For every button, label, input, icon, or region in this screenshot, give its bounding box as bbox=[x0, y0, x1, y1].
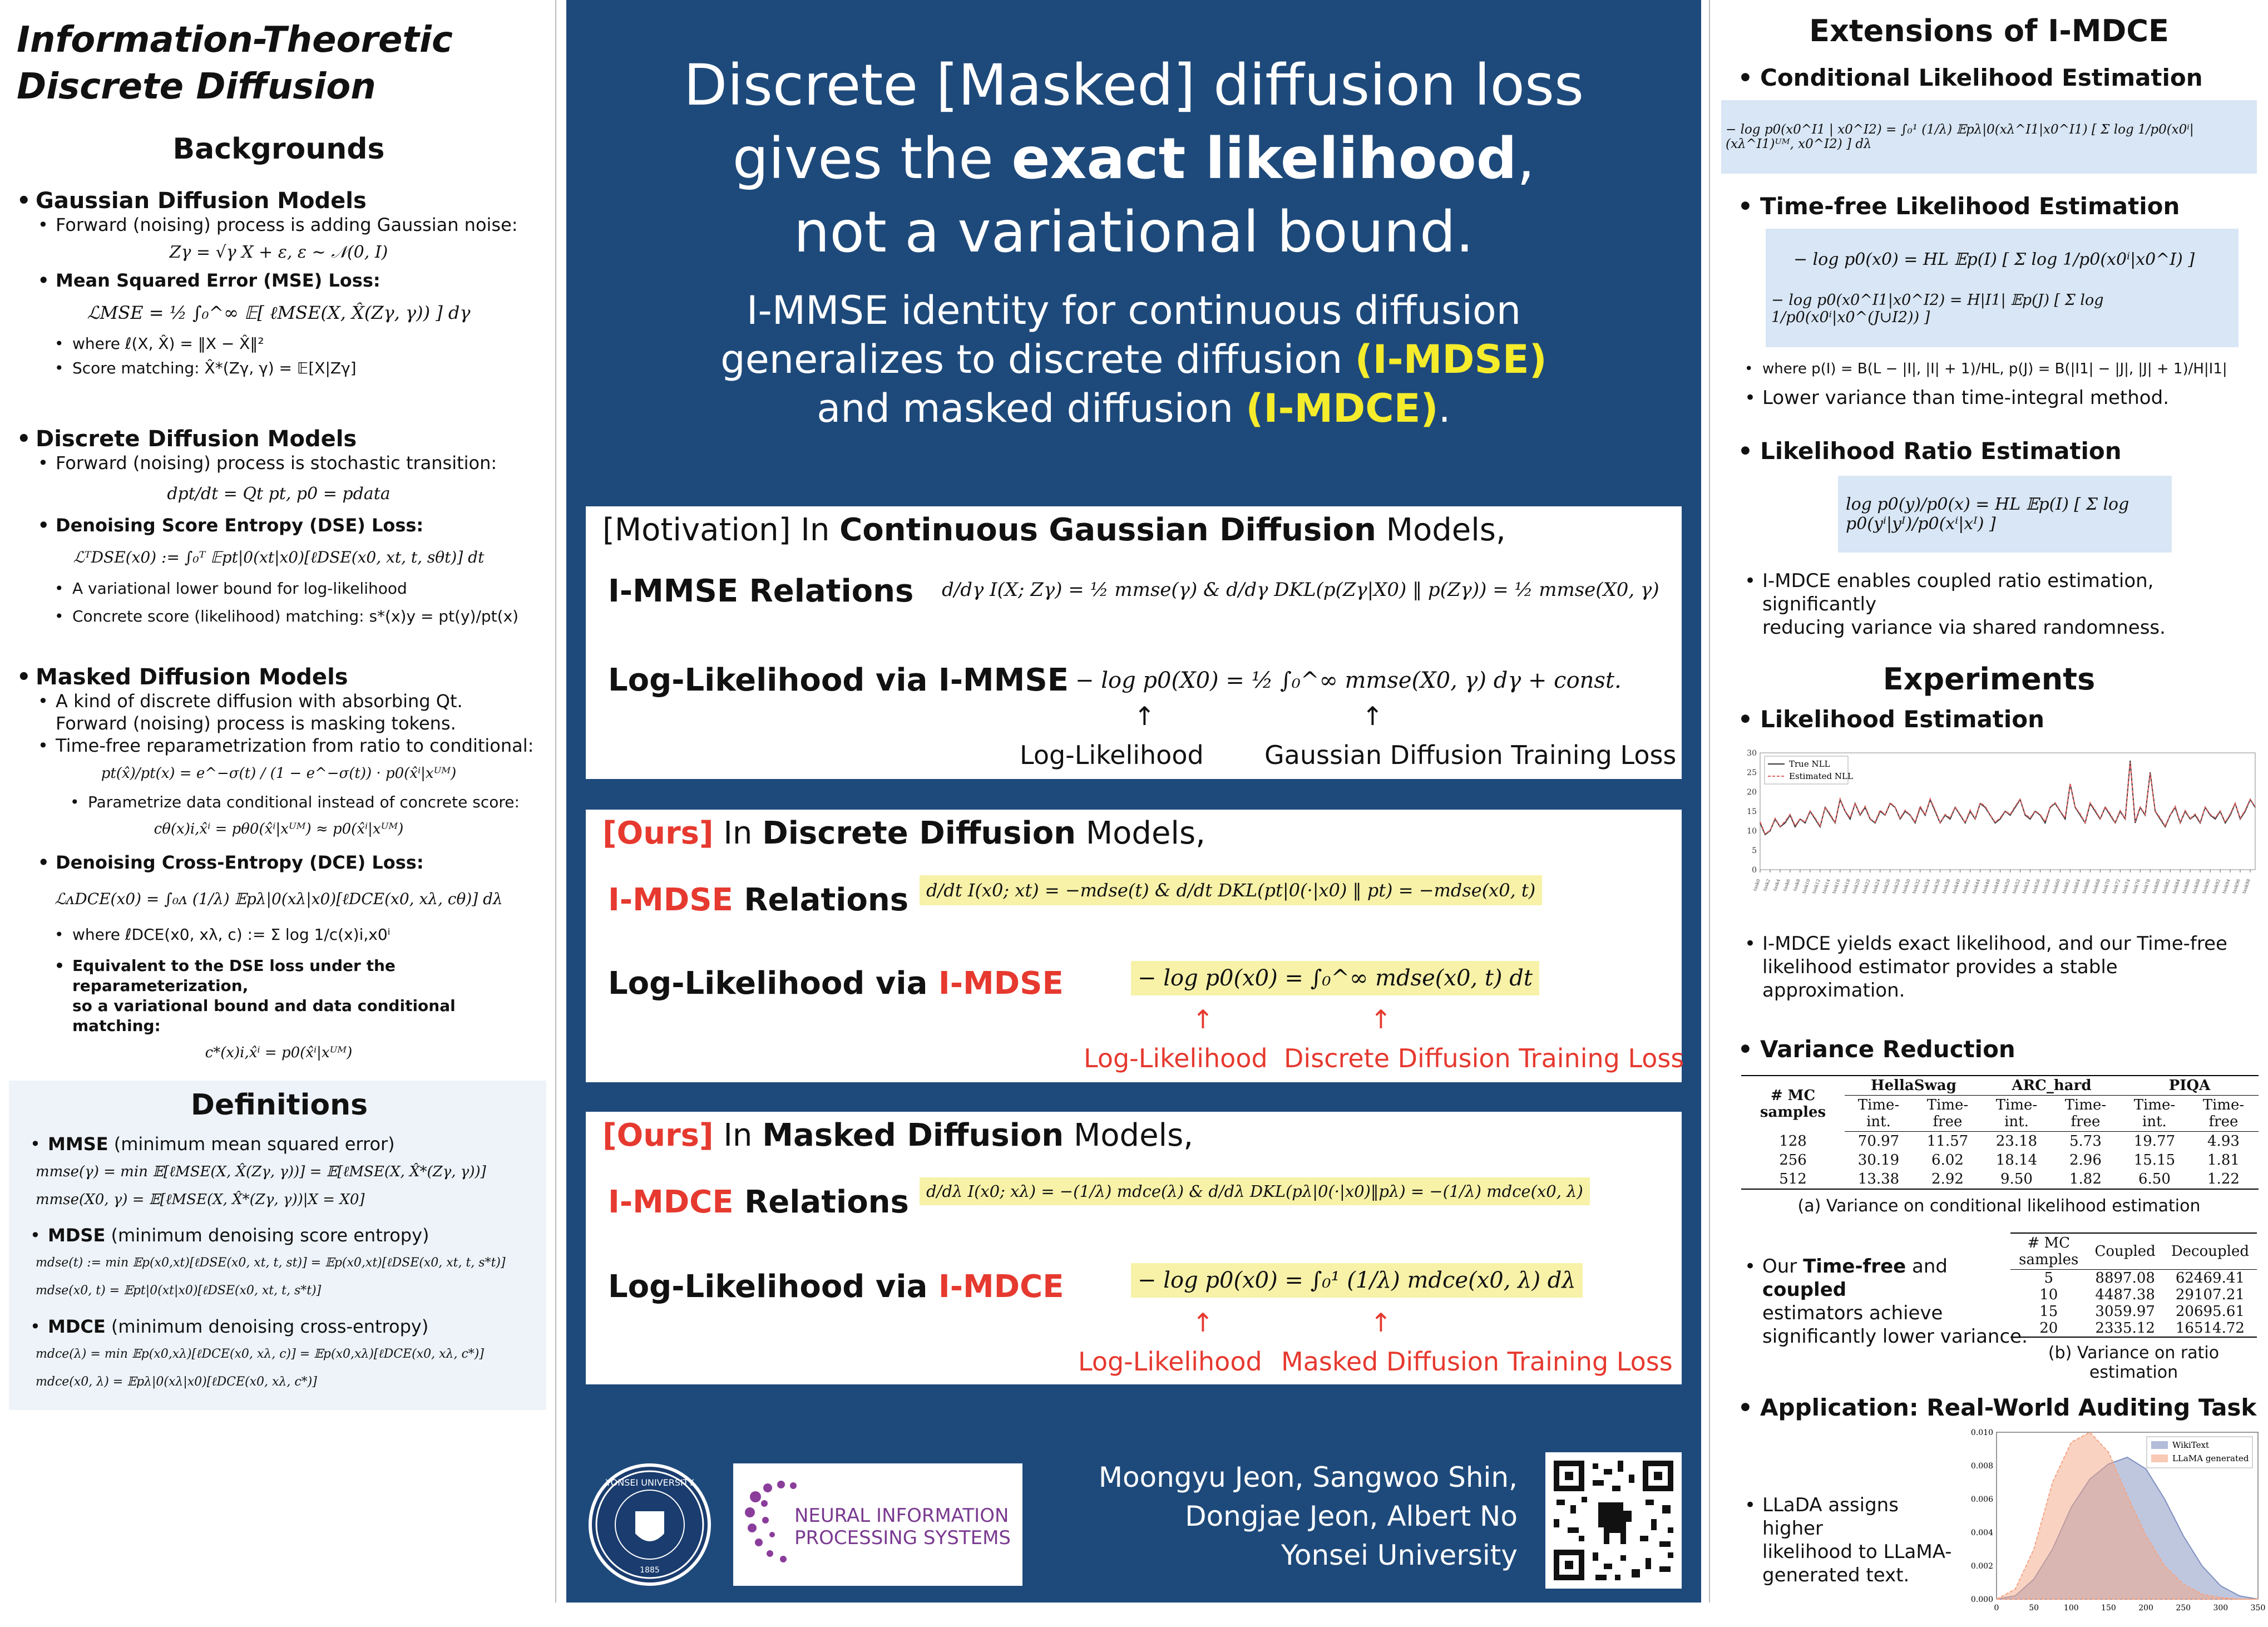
y-tick-label: 30 bbox=[1747, 749, 1757, 758]
masked-box bbox=[586, 1112, 1682, 1384]
table-cell: 15 bbox=[2039, 1303, 2058, 1320]
timefree-eq-2: − log p0(x0^I1|x0^I2) = H|I1| 𝔼p(J) [ Σ log 1/p0(x0ⁱ|x0^(J∪I2)) ] bbox=[1771, 292, 2104, 326]
ratio-heading: • Likelihood Ratio Estimation bbox=[1738, 437, 2122, 465]
table-b-header: Coupled bbox=[2087, 1233, 2163, 1270]
x-tick-label: task50 bbox=[2001, 878, 2012, 895]
table-cell: 5 bbox=[2044, 1270, 2054, 1286]
i-mmse-relations-label: I-MMSE Relations bbox=[608, 573, 914, 609]
table-cell: 1.81 bbox=[2207, 1152, 2240, 1169]
y-tick-label: 0.002 bbox=[1970, 1562, 1993, 1571]
legend-label: WikiText bbox=[2172, 1440, 2210, 1450]
x-tick-label: task84 bbox=[2171, 878, 2182, 895]
table-row bbox=[2010, 1320, 2257, 1337]
x-tick-label: task26 bbox=[1881, 878, 1891, 895]
table-a-subheader: Time-int. bbox=[2121, 1096, 2188, 1132]
x-tick-label: 250 bbox=[2176, 1604, 2191, 1613]
affiliation: Yonsei University bbox=[1281, 1539, 1518, 1571]
equiv-eq: c*(x)i,x̂ⁱ = p0(x̂ⁱ|xᵁᴹ) bbox=[205, 1044, 353, 1061]
yonsei-logo-year: 1885 bbox=[640, 1566, 660, 1575]
y-tick-label: 0.000 bbox=[1970, 1595, 1993, 1604]
timefree-heading: • Time-free Likelihood Estimation bbox=[1738, 193, 2180, 220]
training-loss-annotation: Discrete Diffusion Training Loss bbox=[1284, 1043, 1684, 1073]
y-tick-label: 0.010 bbox=[1970, 1428, 1993, 1437]
masked-kind: • A kind of discrete diffusion with absorbing Qt. Forward (noising) process is masking tokens. bbox=[56, 690, 541, 734]
x-tick-label: task58 bbox=[2041, 878, 2052, 895]
x-tick-label: task6 bbox=[1782, 878, 1791, 892]
y-tick-label: 20 bbox=[1747, 788, 1757, 797]
x-tick-label: task36 bbox=[1931, 878, 1941, 895]
table-cell: 19.77 bbox=[2133, 1133, 2176, 1150]
table-cell: 70.97 bbox=[1857, 1133, 1900, 1150]
i-mdce-relations-eq: d/dλ I(x0; xλ) = −(1/λ) mdce(λ) & d/dλ DKL(pλ|0(·|x0)‖pλ) = −(1/λ) mdce(x0, λ) bbox=[920, 1177, 1590, 1205]
arrow-up-icon: ↑ bbox=[1192, 1004, 1214, 1034]
authors-block bbox=[1099, 1458, 1518, 1575]
training-loss-annotation: Masked Diffusion Training Loss bbox=[1281, 1347, 1673, 1377]
discrete-box-heading: [Ours] In Discrete Diffusion Models, bbox=[602, 815, 1205, 851]
poster-title bbox=[17, 17, 541, 110]
mmse-eq-2: mmse(X0, γ) = 𝔼[ℓMSE(X, X̂*(Zγ, γ))|X = X0] bbox=[36, 1191, 365, 1208]
table-cell: 1.82 bbox=[2069, 1171, 2102, 1187]
conditional-eq: − log p0(x0^I1 | x0^I2) = ∫₀¹ (1/λ) 𝔼pλ|0(xλ^I1|x0^I1) [ Σ log 1/p0(x0ⁱ|(xλ^I1)ᵁᴹ, x0^I2) ] dλ bbox=[1721, 100, 2257, 174]
x-tick-label: task22 bbox=[1861, 878, 1871, 895]
gaussian-forward: • Forward (noising) process is adding Gaussian noise: bbox=[56, 214, 541, 236]
definitions-heading: Definitions bbox=[190, 1088, 368, 1122]
table-cell: 15.15 bbox=[2133, 1152, 2176, 1169]
table-row bbox=[1741, 1170, 2259, 1189]
mmse-def: • MMSE (minimum mean squared error) bbox=[48, 1133, 536, 1155]
table-cell: 128 bbox=[1779, 1132, 1807, 1150]
qr-code-pattern bbox=[1545, 1452, 1682, 1589]
table-b-header: # MC samples bbox=[2010, 1233, 2087, 1270]
headline-line-2: gives the exact likelihood, bbox=[732, 126, 1535, 192]
x-tick-label: task68 bbox=[2091, 878, 2102, 895]
yonsei-seal-icon bbox=[592, 1467, 708, 1582]
x-tick-label: task40 bbox=[1951, 878, 1961, 895]
table-cell: 9.50 bbox=[2000, 1171, 2033, 1187]
x-tick-label: task92 bbox=[2211, 878, 2221, 895]
x-tick-label: task64 bbox=[2071, 878, 2082, 895]
table-a-subheader: Time-int. bbox=[1983, 1096, 2050, 1132]
table-a-group-header: PIQA bbox=[2121, 1076, 2259, 1096]
table-row bbox=[2010, 1270, 2257, 1287]
table-cell: 20 bbox=[2039, 1320, 2058, 1337]
x-tick-label: task32 bbox=[1911, 878, 1921, 895]
table-cell: 62469.41 bbox=[2175, 1270, 2245, 1286]
dce-label: • Denoising Cross-Entropy (DCE) Loss: bbox=[56, 851, 541, 874]
log-likelihood-mdce-eq: − log p0(x0) = ∫₀¹ (1/λ) mdce(x0, λ) dλ bbox=[1131, 1263, 1583, 1298]
x-tick-label: task80 bbox=[2151, 878, 2162, 895]
variance-table-a bbox=[1741, 1075, 2259, 1190]
dse-label: • Denoising Score Entropy (DSE) Loss: bbox=[56, 514, 541, 536]
log-likelihood-mdse-eq: − log p0(x0) = ∫₀^∞ mdse(x0, t) dt bbox=[1131, 961, 1539, 995]
table-a-header-mc: # MC samples bbox=[1760, 1087, 1826, 1121]
subheadline-line-1: I-MMSE identity for continuous diffusion bbox=[746, 288, 1521, 333]
log-likelihood-mmse-label: Log-Likelihood via I-MMSE bbox=[608, 662, 1069, 698]
arrow-up-icon: ↑ bbox=[1134, 701, 1155, 731]
x-tick-label: task12 bbox=[1811, 878, 1821, 895]
timefree-lower: • Lower variance than time-integral method. bbox=[1762, 386, 2257, 410]
masked-box-heading: [Ours] In Masked Diffusion Models, bbox=[602, 1117, 1194, 1153]
right-column bbox=[1709, 0, 2268, 1613]
y-tick-label: 5 bbox=[1752, 846, 1757, 855]
x-tick-label: task0 bbox=[1752, 878, 1761, 892]
headline-line-3: not a variational bound. bbox=[793, 199, 1474, 265]
nll-chart-svg bbox=[1738, 747, 2261, 920]
x-tick-label: task52 bbox=[2011, 878, 2022, 895]
legend-label: LLaMA generated bbox=[2172, 1453, 2249, 1463]
mdce-eq-2: mdce(x0, λ) = 𝔼pλ|0(xλ|x0)[ℓDCE(x0, xλ, c*)] bbox=[36, 1375, 317, 1389]
table-a-subheader: Time-free bbox=[2050, 1096, 2121, 1132]
table-cell: 256 bbox=[1779, 1152, 1807, 1169]
variance-b-section bbox=[1721, 1232, 2257, 1382]
x-tick-label: task42 bbox=[1961, 878, 1971, 895]
table-cell: 2.92 bbox=[1931, 1171, 1964, 1187]
table-row bbox=[1741, 1151, 2259, 1170]
x-tick-label: task82 bbox=[2161, 878, 2172, 895]
x-tick-label: task60 bbox=[2051, 878, 2062, 895]
y-tick-label: 0.004 bbox=[1970, 1529, 1993, 1537]
x-tick-label: task48 bbox=[1991, 878, 2002, 895]
ratio-desc: • I-MDCE enables coupled ratio estimation, significantly reducing variance via shared randomness. bbox=[1762, 569, 2257, 639]
log-likelihood-mdse-label: Log-Likelihood via I-MDSE bbox=[608, 965, 1064, 1002]
definitions-panel bbox=[9, 1081, 546, 1410]
table-a-group-header: ARC_hard bbox=[1983, 1076, 2121, 1096]
x-tick-label: task96 bbox=[2231, 878, 2241, 895]
x-tick-label: task88 bbox=[2191, 878, 2201, 895]
mdce-eq-1: mdce(λ) = min 𝔼p(x0,xλ)[ℓDCE(x0, xλ, c)] = 𝔼p(x0,xλ)[ℓDCE(x0, xλ, c*)] bbox=[36, 1347, 484, 1361]
application-heading: • Application: Real-World Auditing Task bbox=[1738, 1394, 2257, 1421]
table-a-subheader: Time-free bbox=[2188, 1096, 2259, 1132]
table-cell: 5.73 bbox=[2069, 1133, 2102, 1150]
neurips-text-1: NEURAL INFORMATION bbox=[794, 1505, 1009, 1527]
motivation-box bbox=[586, 506, 1682, 779]
x-tick-label: task90 bbox=[2201, 878, 2211, 895]
log-likelihood-mdce-label: Log-Likelihood via I-MDCE bbox=[608, 1269, 1064, 1305]
x-tick-label: task38 bbox=[1941, 878, 1951, 895]
arrow-up-icon: ↑ bbox=[1370, 1004, 1392, 1034]
dce-equiv: • Equivalent to the DSE loss under the reparameterization, so a variational bound and data conditional matching: bbox=[72, 956, 541, 1036]
nll-chart bbox=[1738, 747, 2261, 920]
table-b-wrapper bbox=[2010, 1232, 2257, 1382]
mse-label: • Mean Squared Error (MSE) Loss: bbox=[56, 269, 541, 292]
x-tick-label: 200 bbox=[2138, 1604, 2153, 1613]
table-a-subheader: Time-int. bbox=[1845, 1096, 1913, 1132]
likelihood-estimation-desc: • I-MDCE yields exact likelihood, and our Time-free likelihood estimator provides a stable approximation. bbox=[1762, 932, 2257, 1002]
table-b-header: Decoupled bbox=[2163, 1233, 2257, 1270]
x-tick-label: task72 bbox=[2111, 878, 2122, 895]
table-a-subheader: Time-free bbox=[1913, 1096, 1983, 1132]
x-tick-label: task4 bbox=[1772, 878, 1781, 892]
discrete-box bbox=[586, 810, 1682, 1082]
x-tick-label: task74 bbox=[2121, 878, 2132, 895]
neurips-logo-icon bbox=[733, 1463, 1022, 1586]
x-tick-label: task16 bbox=[1831, 878, 1841, 895]
masked-param: • Parametrize data conditional instead of concrete score: bbox=[88, 792, 541, 812]
x-tick-label: task10 bbox=[1801, 878, 1811, 895]
x-tick-label: task18 bbox=[1841, 878, 1851, 895]
x-tick-label: task98 bbox=[2241, 878, 2251, 895]
application-desc: • LLaDA assigns higher likelihood to LLaMA- generated text. bbox=[1762, 1493, 1963, 1587]
title-line-2: Discrete Diffusion bbox=[17, 66, 376, 107]
application-section bbox=[1721, 1427, 2266, 1627]
y-tick-label: 0 bbox=[1752, 866, 1757, 875]
gaussian-forward-eq: Zγ = √γ X + ε, ε ∼ 𝒩(0, I) bbox=[169, 243, 388, 262]
table-cell: 29107.21 bbox=[2175, 1286, 2245, 1303]
y-tick-label: 15 bbox=[1747, 807, 1757, 816]
x-tick-label: 150 bbox=[2101, 1604, 2116, 1613]
x-tick-label: task94 bbox=[2221, 878, 2231, 895]
dse-eq: ℒᵀDSE(x0) := ∫₀ᵀ 𝔼pt|0(xt|x0)[ℓDSE(x0, xt, t, sθt)] dt bbox=[73, 548, 485, 566]
table-cell: 4487.38 bbox=[2095, 1286, 2155, 1303]
x-tick-label: task70 bbox=[2101, 878, 2112, 895]
score-matching: • Score matching: X̂*(Zγ, γ) = 𝔼[X|Zγ] bbox=[72, 358, 541, 378]
x-tick-label: task86 bbox=[2181, 878, 2192, 895]
ratio-eq: log p0(y)/p0(x) = HL 𝔼p(I) [ Σ log p0(yⁱ|yᴵ)/p0(xⁱ|xᴵ) ] bbox=[1838, 476, 2172, 553]
x-tick-label: task2 bbox=[1762, 878, 1771, 892]
log-likelihood-mmse-eq: − log p0(X0) = ½ ∫₀^∞ mmse(X0, γ) dγ + const. bbox=[1075, 668, 1622, 693]
experiments-heading: Experiments bbox=[1882, 662, 2096, 697]
x-tick-label: task78 bbox=[2141, 878, 2152, 895]
arrow-up-icon: ↑ bbox=[1192, 1308, 1214, 1338]
legend-swatch bbox=[2151, 1455, 2168, 1462]
table-cell: 20695.61 bbox=[2175, 1303, 2245, 1320]
x-tick-label: task54 bbox=[2021, 878, 2032, 895]
arrow-up-icon: ↑ bbox=[1362, 701, 1383, 731]
mdce-def: • MDCE (minimum denoising cross-entropy) bbox=[48, 1315, 536, 1338]
y-tick-label: 0.008 bbox=[1970, 1462, 1993, 1471]
x-tick-label: task14 bbox=[1821, 878, 1831, 895]
headline-line-1: Discrete [Masked] diffusion loss bbox=[683, 52, 1584, 119]
mdse-eq-2: mdse(x0, t) = 𝔼pt|0(xt|x0)[ℓDSE(x0, xt, t, s*t)] bbox=[36, 1284, 322, 1298]
discrete-forward: • Forward (noising) process is stochastic transition: bbox=[56, 452, 541, 474]
discrete-forward-eq: dpt/dt = Qt pt, p0 = pdata bbox=[167, 484, 391, 504]
table-cell: 2.96 bbox=[2069, 1152, 2102, 1169]
yonsei-logo bbox=[589, 1463, 711, 1586]
likelihood-estimation-heading: • Likelihood Estimation bbox=[1738, 706, 2045, 733]
authors-line-2: Dongjae Jeon, Albert No bbox=[1185, 1500, 1518, 1532]
x-tick-label: task56 bbox=[2031, 878, 2042, 895]
log-likelihood-annotation: Log-Likelihood bbox=[1020, 740, 1204, 770]
i-mdse-relations-label: I-MDSE Relations bbox=[608, 882, 909, 918]
x-tick-label: task34 bbox=[1921, 878, 1931, 895]
mse-where: • where ℓ(X, X̂) = ‖X − X̂‖² bbox=[72, 334, 541, 354]
table-cell: 16514.72 bbox=[2175, 1320, 2245, 1337]
x-tick-label: 0 bbox=[1994, 1604, 1999, 1613]
yonsei-logo-text: YONSEI UNIVERSITY bbox=[605, 1477, 694, 1488]
concrete-score: • Concrete score (likelihood) matching: s*(x)y = pt(y)/pt(x) bbox=[72, 607, 541, 627]
table-cell: 13.38 bbox=[1857, 1171, 1900, 1187]
center-column bbox=[566, 0, 1701, 1603]
x-tick-label: task20 bbox=[1851, 878, 1861, 895]
x-tick-label: task8 bbox=[1792, 878, 1801, 892]
legend-label: Estimated NLL bbox=[1789, 771, 1853, 781]
table-cell: 18.14 bbox=[1995, 1152, 2038, 1169]
x-tick-label: 100 bbox=[2063, 1604, 2079, 1613]
mdse-eq-1: mdse(t) := min 𝔼p(x0,xt)[ℓDSE(x0, xt, t, st)] = 𝔼p(x0,xt)[ℓDSE(x0, xt, t, s*t)] bbox=[36, 1256, 506, 1270]
table-b-caption: (b) Variance on ratio estimation bbox=[2048, 1343, 2220, 1382]
table-row bbox=[2010, 1286, 2257, 1303]
table-cell: 11.57 bbox=[1926, 1133, 1969, 1150]
table-cell: 4.93 bbox=[2207, 1133, 2240, 1150]
timefree-eq: pt(x̂)/pt(x) = e^−σ(t) / (1 − e^−σ(t)) · p0(x̂ⁱ|xᵁᴹ) bbox=[101, 765, 457, 782]
table-cell: 23.18 bbox=[1995, 1133, 2038, 1150]
subheadline-line-3: and masked diffusion (I-MDCE). bbox=[817, 386, 1451, 431]
masked-timefree: • Time-free reparametrization from ratio to conditional: bbox=[56, 734, 541, 757]
x-tick-label: task30 bbox=[1901, 878, 1911, 895]
table-row bbox=[2010, 1303, 2257, 1320]
timefree-eq-box bbox=[1766, 229, 2239, 347]
i-mdse-relations-eq: d/dt I(x0; xt) = −mdse(t) & d/dt DKL(pt|0(·|x0) ‖ pt) = −mdse(x0, t) bbox=[920, 875, 1542, 905]
density-chart-svg bbox=[1955, 1427, 2266, 1621]
variance-table-b bbox=[2010, 1232, 2257, 1338]
left-column bbox=[0, 0, 556, 1603]
i-mdce-relations-label: I-MDCE Relations bbox=[608, 1184, 909, 1220]
variance-desc: • Our Time-free and coupled estimators achieve significantly lower variance. bbox=[1762, 1255, 2029, 1348]
table-cell: 30.19 bbox=[1857, 1152, 1900, 1169]
masked-heading: • Masked Diffusion Models bbox=[17, 664, 348, 690]
x-tick-label: task28 bbox=[1891, 878, 1901, 895]
table-cell: 8897.08 bbox=[2095, 1270, 2155, 1286]
timefree-eq-1: − log p0(x0) = HL 𝔼p(I) [ Σ log 1/p0(x0ⁱ|x0^I) ] bbox=[1793, 250, 2195, 269]
headline bbox=[566, 49, 1701, 269]
log-likelihood-annotation: Log-Likelihood bbox=[1084, 1043, 1268, 1073]
neurips-logo bbox=[733, 1463, 1022, 1586]
table-cell: 6.50 bbox=[2138, 1171, 2171, 1187]
timefree-where: • where p(I) = B(L − |I|, |I| + 1)/HL, p(J) = B(|I1| − |J|, |J| + 1)/H|I1| bbox=[1762, 357, 2257, 381]
authors-line-1: Moongyu Jeon, Sangwoo Shin, bbox=[1098, 1461, 1518, 1493]
subheadline bbox=[566, 286, 1701, 433]
x-tick-label: task76 bbox=[2131, 878, 2142, 895]
table-cell: 1.22 bbox=[2207, 1171, 2240, 1187]
mdse-def: • MDSE (minimum denoising score entropy) bbox=[48, 1224, 536, 1246]
arrow-up-icon: ↑ bbox=[1370, 1308, 1392, 1338]
x-tick-label: task62 bbox=[2061, 878, 2072, 895]
qr-code-icon[interactable] bbox=[1545, 1452, 1682, 1589]
conditional-heading: • Conditional Likelihood Estimation bbox=[1738, 64, 2203, 91]
dse-bound: • A variational lower bound for log-likelihood bbox=[72, 579, 541, 599]
y-tick-label: 10 bbox=[1747, 827, 1757, 836]
table-a-wrapper bbox=[1741, 1075, 2257, 1216]
x-tick-label: 50 bbox=[2029, 1604, 2039, 1613]
backgrounds-heading: Backgrounds bbox=[172, 132, 385, 166]
table-cell: 2335.12 bbox=[2095, 1320, 2155, 1337]
x-tick-label: task66 bbox=[2081, 878, 2092, 895]
i-mmse-relations-eq: d/dγ I(X; Zγ) = ½ mmse(γ) & d/dγ DKL(p(Zγ|X0) ‖ p(Zγ)) = ½ mmse(X0, γ) bbox=[942, 579, 1659, 601]
x-tick-label: task44 bbox=[1971, 878, 1982, 895]
y-tick-label: 25 bbox=[1747, 768, 1757, 777]
table-cell: 6.02 bbox=[1931, 1152, 1964, 1169]
mse-eq: ℒMSE = ½ ∫₀^∞ 𝔼[ ℓMSE(X, X̂(Zγ, γ)) ] dγ bbox=[87, 302, 471, 323]
table-a-group-header: HellaSwag bbox=[1845, 1076, 1983, 1096]
table-cell: 10 bbox=[2039, 1286, 2058, 1303]
legend-swatch bbox=[2151, 1441, 2168, 1449]
subheadline-line-2: generalizes to discrete diffusion (I-MDSE) bbox=[720, 337, 1547, 382]
neurips-text-2: PROCESSING SYSTEMS bbox=[794, 1527, 1011, 1549]
variance-reduction-heading: • Variance Reduction bbox=[1738, 1036, 2015, 1063]
gaussian-heading: • Gaussian Diffusion Models bbox=[17, 188, 367, 214]
mmse-eq-1: mmse(γ) = min 𝔼[ℓMSE(X, X̂(Zγ, γ))] = 𝔼[ℓMSE(X, X̂*(Zγ, γ))] bbox=[36, 1163, 486, 1180]
table-a-caption: (a) Variance on conditional likelihood estimation bbox=[1797, 1196, 2201, 1216]
legend-label: True NLL bbox=[1789, 759, 1830, 769]
log-likelihood-annotation: Log-Likelihood bbox=[1078, 1347, 1262, 1377]
extensions-heading: Extensions of I-MDCE bbox=[1809, 13, 2169, 48]
training-loss-annotation: Gaussian Diffusion Training Loss bbox=[1264, 740, 1677, 770]
param-eq: cθ(x)i,x̂ⁱ = pθ0(x̂ⁱ|xᵁᴹ) ≈ p0(x̂ⁱ|xᵁᴹ) bbox=[154, 821, 404, 837]
x-tick-label: task46 bbox=[1981, 878, 1992, 895]
table-cell: 3059.97 bbox=[2095, 1303, 2155, 1320]
discrete-heading: • Discrete Diffusion Models bbox=[17, 426, 357, 452]
dce-where: • where ℓDCE(x0, xλ, c) := Σ log 1/c(x)i,x0ⁱ bbox=[72, 925, 541, 945]
x-tick-label: 350 bbox=[2250, 1604, 2266, 1613]
dce-eq: ℒᴧDCE(x0) = ∫₀ᴧ (1/λ) 𝔼pλ|0(xλ|x0)[ℓDCE(x0, xλ, cθ)] dλ bbox=[55, 890, 503, 908]
x-tick-label: 300 bbox=[2213, 1604, 2229, 1613]
title-line-1: Information-Theoretic bbox=[17, 19, 453, 61]
table-row bbox=[1741, 1132, 2259, 1151]
motivation-heading: [Motivation] In Continuous Gaussian Diffusion Models, bbox=[602, 512, 1506, 548]
y-tick-label: 0.006 bbox=[1970, 1495, 1993, 1504]
x-tick-label: task24 bbox=[1871, 878, 1881, 895]
table-cell: 512 bbox=[1779, 1171, 1807, 1187]
